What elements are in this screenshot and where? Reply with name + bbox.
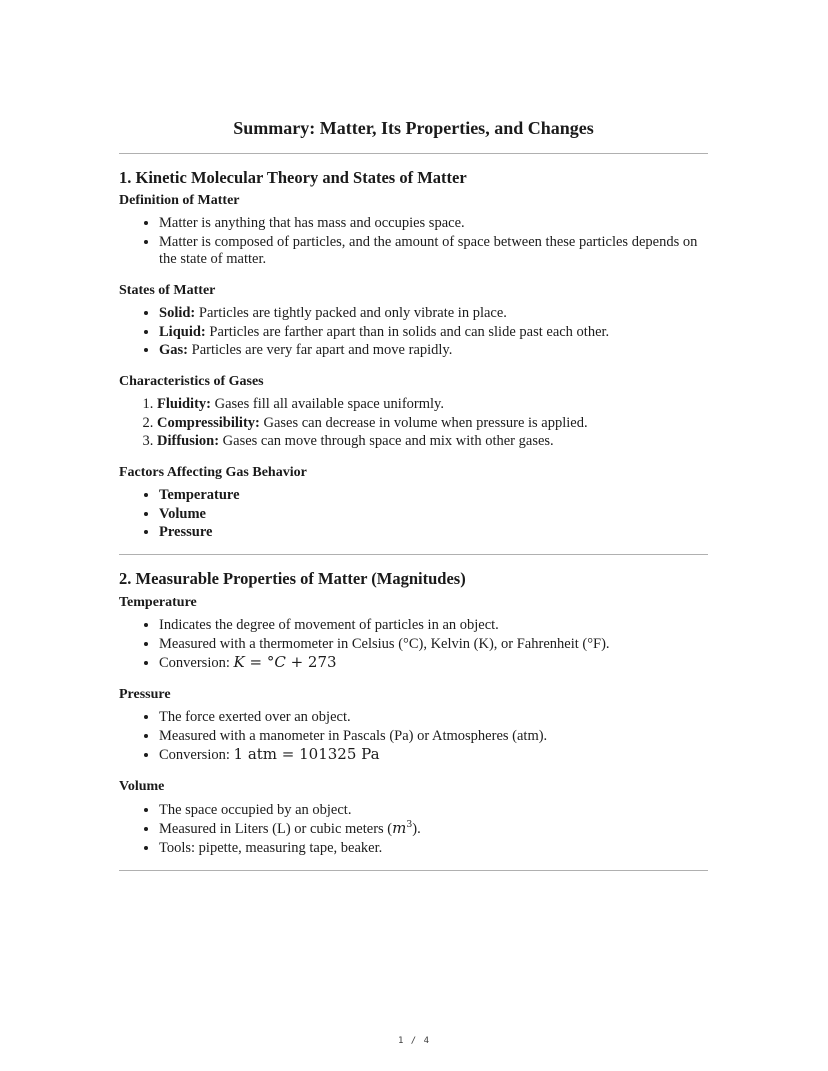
item-text: Measured with a manometer in Pascals (Pa) or Atmospheres (atm).	[159, 727, 548, 744]
subsection-temperature	[119, 594, 708, 672]
subsection-heading: States of Matter	[119, 282, 216, 298]
list-item	[159, 215, 708, 232]
list-item	[159, 746, 708, 764]
term-bold: Compressibility:	[157, 414, 260, 431]
list-item	[159, 654, 708, 672]
item-text: Particles are very far apart and move rapidly.	[188, 342, 453, 358]
subsection-characteristics-of-gases	[119, 373, 708, 450]
term-bold: Volume	[159, 505, 206, 522]
math-expression: 1 atm = 101325 Pa	[233, 745, 380, 764]
item-text: The force exerted over an object.	[159, 709, 351, 726]
page-number: 1 / 4	[397, 1036, 431, 1046]
item-text: Particles are tightly packed and only vibrate in place.	[195, 305, 507, 321]
subsection-heading: Pressure	[119, 687, 171, 703]
list-item	[159, 840, 708, 857]
item-text: Gases can move through space and mix with other gases.	[219, 433, 554, 450]
list-item	[159, 234, 708, 268]
item-text: Conversion:	[159, 655, 234, 672]
term-bold: Temperature	[159, 487, 240, 504]
list-item	[159, 342, 708, 359]
subsection-factors-affecting-gas-behavior	[119, 464, 708, 541]
bullet-list	[119, 709, 708, 764]
bullet-list	[119, 487, 708, 541]
term-bold: Liquid:	[159, 323, 206, 340]
list-item	[159, 728, 708, 745]
subsection-heading: Factors Affecting Gas Behavior	[119, 465, 307, 481]
list-item	[159, 487, 708, 504]
term-bold: Fluidity:	[157, 396, 211, 413]
item-text: Gases fill all available space uniformly.	[210, 396, 444, 413]
section-heading: 2. Measurable Properties of Matter (Magnitudes)	[119, 569, 466, 589]
list-item	[157, 433, 708, 450]
bullet-list	[119, 802, 708, 857]
term-bold: Solid:	[159, 305, 196, 321]
horizontal-rule	[119, 870, 708, 871]
subsection-pressure	[119, 686, 708, 764]
term-bold: Diffusion:	[157, 433, 220, 450]
list-item	[159, 324, 708, 341]
term-bold: Gas:	[159, 342, 188, 358]
item-text: Measured in Liters (L) or cubic meters (	[159, 821, 393, 838]
subsection-heading: Temperature	[119, 595, 197, 610]
horizontal-rule	[119, 554, 708, 555]
section-kinetic-theory	[119, 168, 708, 542]
item-text: Particles are farther apart than in solids and can slide past each other.	[205, 323, 610, 340]
bullet-list	[119, 617, 708, 672]
bullet-list	[119, 215, 708, 268]
math-expression: K = °C + 273	[233, 653, 337, 672]
math-expression: $m^3$	[392, 819, 413, 838]
section-heading: 1. Kinetic Molecular Theory and States of Matter	[119, 167, 467, 187]
subsection-heading: Characteristics of Gases	[119, 374, 264, 389]
list-item	[157, 396, 708, 413]
list-item	[159, 636, 708, 653]
item-text: Measured with a thermometer in Celsius (°C), Kelvin (K), or Fahrenheit (°F).	[159, 635, 610, 652]
list-item	[159, 820, 708, 838]
subsection-definition-of-matter	[119, 192, 708, 268]
item-text: Tools: pipette, measuring tape, beaker.	[159, 839, 383, 856]
item-text: Matter is composed of particles, and the amount of space between these particles depends on the state of matter.	[159, 233, 698, 267]
subsection-heading: Volume	[119, 779, 165, 795]
item-text: Indicates the degree of movement of particles in an object.	[159, 617, 499, 634]
term-bold: Pressure	[159, 524, 213, 541]
bullet-list	[119, 305, 708, 359]
item-text: Matter is anything that has mass and occupies space.	[159, 215, 465, 232]
list-item	[159, 617, 708, 634]
numbered-list	[119, 396, 708, 450]
item-suffix: ).	[412, 821, 421, 838]
document-title: Summary: Matter, Its Properties, and Changes	[233, 118, 594, 138]
list-item	[159, 305, 708, 322]
item-text: Conversion:	[159, 747, 234, 764]
list-item	[159, 506, 708, 523]
subsection-states-of-matter	[119, 282, 708, 359]
subsection-heading: Definition of Matter	[119, 193, 240, 209]
item-text: The space occupied by an object.	[159, 801, 352, 818]
item-text: Gases can decrease in volume when pressure is applied.	[259, 414, 588, 431]
horizontal-rule	[119, 153, 708, 154]
section-measurable-properties	[119, 569, 708, 856]
list-item	[157, 415, 708, 432]
list-item	[159, 802, 708, 819]
list-item	[159, 524, 708, 541]
subsection-volume	[119, 778, 708, 856]
list-item	[159, 709, 708, 726]
